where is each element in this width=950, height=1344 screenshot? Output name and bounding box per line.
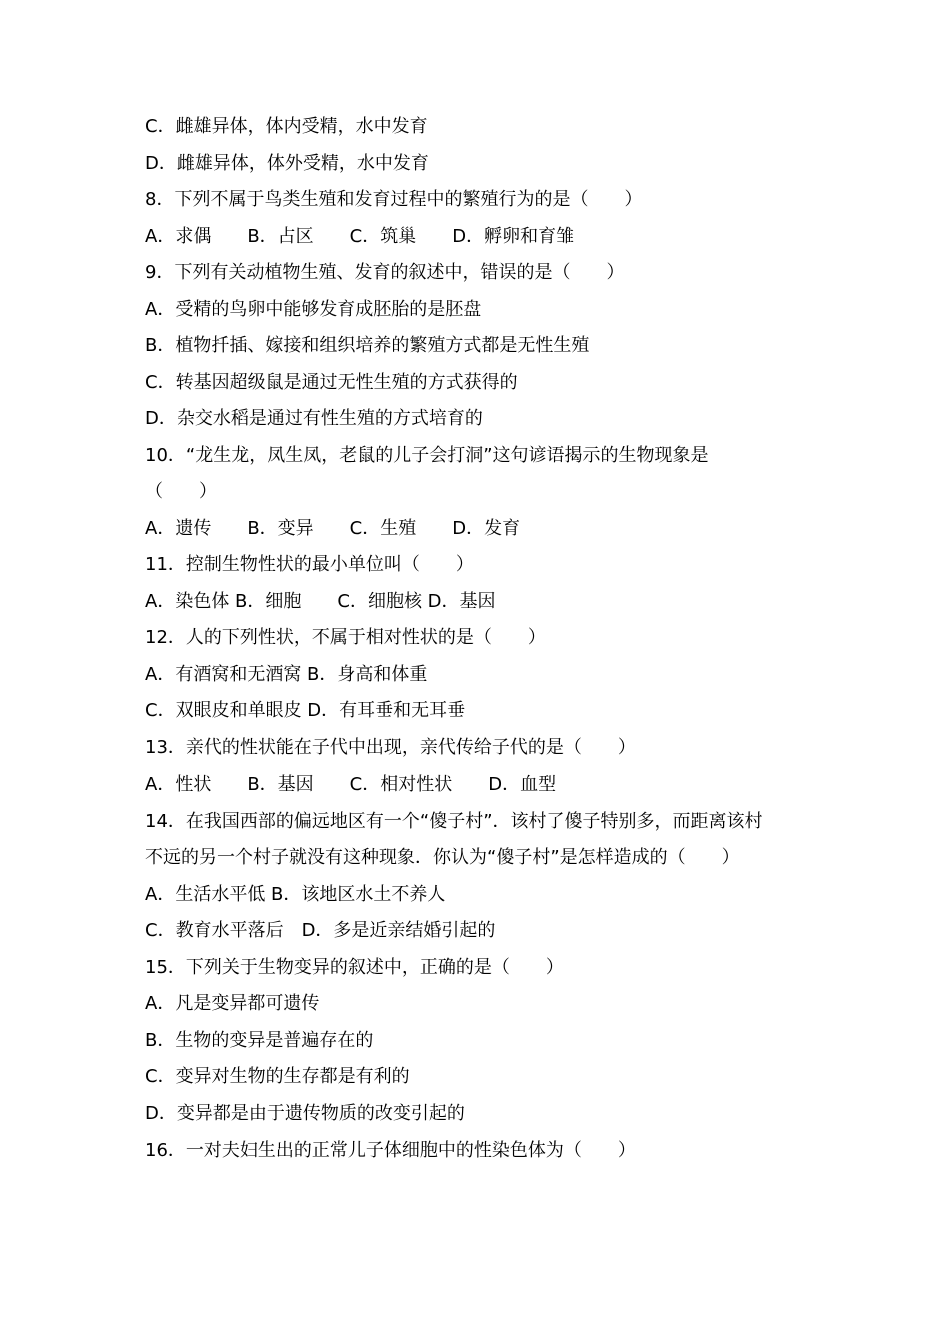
option-9a: A．受精的鸟卵中能够发育成胚胎的是胚盘 [145, 299, 482, 320]
options-12-ab: A．有酒窝和无酒窝 B．身高和体重 [145, 664, 428, 685]
question-10: 10．“龙生龙，凤生凤，老鼠的儿子会打洞”这句谚语揭示的生物现象是 [145, 445, 709, 466]
options-13: A．性状 B．基因 C．相对性状 D．血型 [145, 774, 557, 795]
question-9: 9．下列有关动植物生殖、发育的叙述中，错误的是（ ） [145, 262, 625, 283]
option-9d: D．杂交水稻是通过有性生殖的方式培育的 [145, 408, 483, 429]
option-9c: C．转基因超级鼠是通过无性生殖的方式获得的 [145, 372, 518, 393]
options-12-cd: C．双眼皮和单眼皮 D．有耳垂和无耳垂 [145, 700, 466, 721]
option-9b: B．植物扦插、嫁接和组织培养的繁殖方式都是无性生殖 [145, 335, 590, 356]
option-7d: D．雌雄异体，体外受精，水中发育 [145, 153, 429, 174]
options-10: A．遗传 B．变异 C．生殖 D．发育 [145, 518, 521, 539]
option-15d: D．变异都是由于遗传物质的改变引起的 [145, 1103, 465, 1124]
question-12: 12．人的下列性状，不属于相对性状的是（ ） [145, 627, 546, 648]
option-15a: A．凡是变异都可遗传 [145, 993, 320, 1014]
option-7c: C．雌雄异体，体内受精，水中发育 [145, 116, 428, 137]
options-11: A．染色体 B．细胞 C．细胞核 D．基因 [145, 591, 496, 612]
question-16: 16．一对夫妇生出的正常儿子体细胞中的性染色体为（ ） [145, 1140, 636, 1161]
question-15: 15．下列关于生物变异的叙述中，正确的是（ ） [145, 957, 564, 978]
question-8: 8．下列不属于鸟类生殖和发育过程中的繁殖行为的是（ ） [145, 189, 643, 210]
question-10-cont: （ ） [145, 481, 217, 502]
options-8: A．求偶 B．占区 C．筑巢 D．孵卵和育雏 [145, 226, 575, 247]
question-14-cont: 不远的另一个村子就没有这种现象．你认为“傻子村”是怎样造成的（ ） [145, 847, 740, 868]
option-15c: C．变异对生物的生存都是有利的 [145, 1066, 410, 1087]
question-14: 14．在我国西部的偏远地区有一个“傻子村”．该村了傻子特别多，而距离该村 [145, 811, 763, 832]
question-13: 13．亲代的性状能在子代中出现，亲代传给子代的是（ ） [145, 737, 636, 758]
option-15b: B．生物的变异是普遍存在的 [145, 1030, 374, 1051]
options-14-cd: C．教育水平落后 D．多是近亲结婚引起的 [145, 920, 496, 941]
question-11: 11．控制生物性状的最小单位叫（ ） [145, 554, 474, 575]
options-14-ab: A．生活水平低 B．该地区水土不养人 [145, 884, 446, 905]
